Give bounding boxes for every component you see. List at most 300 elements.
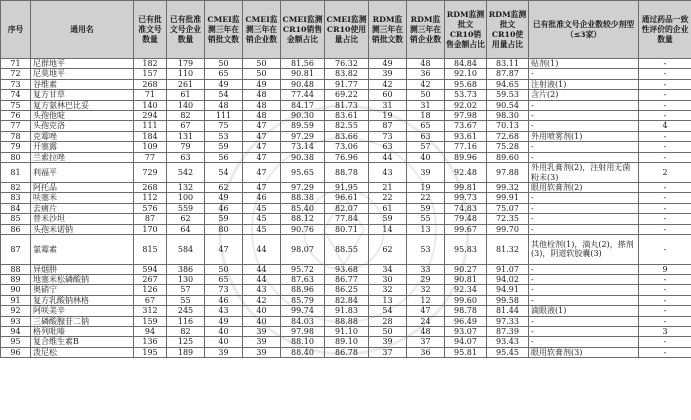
table-cell: 19: [407, 183, 445, 193]
table-cell: -: [639, 131, 691, 141]
table-cell: 91: [1, 295, 31, 305]
table-cell: 43: [243, 285, 281, 295]
table-cell: 39: [243, 347, 281, 357]
table-row: [1, 163, 691, 183]
table-cell: 28: [369, 316, 407, 326]
table-cell: 63: [167, 152, 205, 162]
table-cell: 39: [369, 69, 407, 79]
table-cell: 125: [167, 337, 205, 347]
table-row: [1, 235, 691, 265]
table-cell: 31: [369, 100, 407, 110]
table-cell: 99.70: [487, 224, 529, 234]
table-cell: 92.48: [445, 163, 487, 183]
table-cell: 尼群地平: [31, 59, 134, 69]
table-cell: 189: [167, 347, 205, 357]
table-cell: 2: [639, 163, 691, 183]
table-cell: 77: [134, 152, 167, 162]
table-cell: 地塞米松磷酸钠: [31, 275, 134, 285]
table-cell: 43: [205, 306, 243, 316]
table-cell: 93: [1, 316, 31, 326]
col-header-cmei-companies: CMEI监测三年在销企业数: [243, 1, 281, 59]
table-cell: 95.81: [445, 347, 487, 357]
table-cell: 88.40: [281, 347, 325, 357]
table-cell: 48: [243, 111, 281, 121]
table-cell: 87: [1, 235, 31, 265]
table-cell: 74: [1, 90, 31, 100]
table-cell: 91.10: [325, 327, 369, 337]
table-cell: 49: [205, 316, 243, 326]
table-cell: 542: [167, 163, 205, 183]
table-cell: 93.43: [487, 337, 529, 347]
table-cell: -: [639, 90, 691, 100]
col-header-consistency-companies: 通过药品一致性评价的企业数量: [639, 1, 691, 59]
table-cell: 89.96: [445, 152, 487, 162]
table-row: [1, 90, 691, 100]
table-cell: 136: [134, 337, 167, 347]
table-cell: 84: [1, 203, 31, 213]
table-cell: 76.32: [325, 59, 369, 69]
table-cell: 90: [1, 285, 31, 295]
table-cell: 130: [167, 275, 205, 285]
table-cell: 76: [1, 111, 31, 121]
table-cell: 3: [639, 327, 691, 337]
table-cell: 47: [205, 235, 243, 265]
table-cell: 73: [205, 285, 243, 295]
table-cell: 59: [205, 142, 243, 152]
table-cell: 92.34: [445, 285, 487, 295]
table-cell: 73.06: [325, 142, 369, 152]
table-cell: 110: [167, 69, 205, 79]
table-cell: 95.65: [281, 163, 325, 183]
table-cell: 94.65: [487, 79, 529, 89]
table-cell: 97.29: [281, 131, 325, 141]
table-cell: 46: [243, 193, 281, 203]
table-cell: 312: [134, 306, 167, 316]
table-cell: 729: [134, 163, 167, 183]
table-cell: 44: [243, 264, 281, 274]
table-cell: -: [639, 295, 691, 305]
table-cell: 57: [407, 142, 445, 152]
table-cell: 99.74: [281, 306, 325, 316]
table-cell: -: [639, 69, 691, 79]
table-cell: 48: [205, 100, 243, 110]
table-cell: 93.68: [325, 264, 369, 274]
table-cell: 42: [407, 79, 445, 89]
table-cell: 54: [369, 306, 407, 316]
table-cell: 111: [134, 121, 167, 131]
table-cell: 70.13: [487, 121, 529, 131]
table-cell: 179: [167, 59, 205, 69]
table-cell: 12: [407, 295, 445, 305]
table-cell: 37: [369, 347, 407, 357]
table-cell: 24: [407, 316, 445, 326]
table-cell: -: [529, 285, 639, 295]
table-cell: 84.03: [281, 316, 325, 326]
table-cell: 91.07: [487, 264, 529, 274]
table-cell: 82: [1, 183, 31, 193]
table-cell: -: [639, 152, 691, 162]
table-cell: -: [639, 100, 691, 110]
table-cell: 77.84: [325, 214, 369, 224]
table-cell: 91.83: [325, 306, 369, 316]
table-cell: 92: [1, 306, 31, 316]
table-cell: 9: [639, 264, 691, 274]
table-cell: 谷维素: [31, 79, 134, 89]
col-header-generic-name: 通用名: [31, 1, 134, 59]
table-cell: 65: [205, 69, 243, 79]
table-cell: 复合维生素B: [31, 337, 134, 347]
table-cell: 81.32: [487, 235, 529, 265]
table-cell: 31: [407, 100, 445, 110]
table-cell: 95.45: [487, 347, 529, 357]
table-cell: 阿托品: [31, 183, 134, 193]
table-cell: 98.07: [281, 235, 325, 265]
table-cell: 88.55: [325, 235, 369, 265]
table-cell: 96.61: [325, 193, 369, 203]
table-cell: -: [639, 316, 691, 326]
table-cell: 13: [407, 224, 445, 234]
table-cell: 99.67: [445, 224, 487, 234]
table-cell: 83: [1, 193, 31, 203]
table-cell: 99.60: [445, 295, 487, 305]
table-cell: 77.44: [281, 90, 325, 100]
table-cell: 80: [1, 152, 31, 162]
table-cell: 79.48: [445, 214, 487, 224]
table-cell: 头孢米诺钠: [31, 224, 134, 234]
table-cell: 34: [369, 264, 407, 274]
table-cell: 78: [1, 131, 31, 141]
table-cell: 97.98: [445, 111, 487, 121]
table-cell: -: [529, 121, 639, 131]
table-cell: -: [639, 111, 691, 121]
table-row: [1, 295, 691, 305]
table-cell: 88.78: [325, 163, 369, 183]
table-cell: 42: [243, 295, 281, 305]
table-cell: 90.30: [281, 111, 325, 121]
table-cell: 111: [205, 111, 243, 121]
table-cell: 72: [1, 69, 31, 79]
table-cell: 73: [1, 79, 31, 89]
table-cell: 82.55: [325, 121, 369, 131]
table-row: [1, 193, 691, 203]
table-cell: -: [529, 316, 639, 326]
table-cell: 30: [369, 275, 407, 285]
table-cell: 47: [243, 152, 281, 162]
table-cell: 87: [134, 214, 167, 224]
table-cell: 159: [134, 316, 167, 326]
table-cell: 外用喷雾剂(1): [529, 131, 639, 141]
table-cell: 56: [205, 152, 243, 162]
table-cell: 99.81: [445, 183, 487, 193]
table-cell: 77: [1, 121, 31, 131]
table-cell: 88: [1, 264, 31, 274]
table-cell: 87.87: [487, 69, 529, 79]
table-cell: 82: [167, 327, 205, 337]
table-cell: 40: [205, 327, 243, 337]
table-cell: 195: [134, 347, 167, 357]
table-cell: 82: [167, 111, 205, 121]
table-cell: 76.96: [325, 152, 369, 162]
col-header-cmei-sales-share: CMEI监测CR10销售金额占比: [281, 1, 325, 59]
table-cell: 85.40: [281, 203, 325, 213]
table-cell: 96.49: [445, 316, 487, 326]
table-row: [1, 306, 691, 316]
table-cell: 132: [167, 183, 205, 193]
table-cell: 62: [167, 214, 205, 224]
table-cell: 64: [167, 224, 205, 234]
table-cell: 94: [134, 327, 167, 337]
table-cell: 88.12: [281, 214, 325, 224]
table-row: [1, 327, 691, 337]
table-row: [1, 347, 691, 357]
table-cell: 50: [407, 90, 445, 100]
table-cell: 59: [205, 214, 243, 224]
table-cell: -: [639, 193, 691, 203]
table-cell: 滴眼液(1): [529, 306, 639, 316]
table-cell: 72.35: [487, 214, 529, 224]
table-cell: 75.28: [487, 142, 529, 152]
table-cell: 50: [205, 59, 243, 69]
table-cell: 99.32: [487, 183, 529, 193]
table-cell: 81.56: [281, 59, 325, 69]
table-row: [1, 131, 691, 141]
table-cell: 13: [369, 295, 407, 305]
table-cell: 94: [1, 327, 31, 337]
table-cell: -: [639, 79, 691, 89]
table-cell: 克霉唑: [31, 131, 134, 141]
table-cell: 63: [407, 131, 445, 141]
col-header-rdm-approvals: RDM监测三年在销批文数: [369, 1, 407, 59]
table-cell: 55: [407, 214, 445, 224]
col-header-rdm-sales-share: RDM监测批文CR10销售金额占比: [445, 1, 487, 59]
table-cell: 94.07: [445, 337, 487, 347]
table-cell: 86.78: [325, 347, 369, 357]
table-cell: 86: [1, 224, 31, 234]
table-cell: 45: [243, 203, 281, 213]
table-cell: 97.29: [281, 183, 325, 193]
table-cell: 18: [407, 111, 445, 121]
table-cell: -: [639, 275, 691, 285]
table-cell: 47: [243, 163, 281, 183]
table-row: [1, 79, 691, 89]
table-cell: 48: [243, 100, 281, 110]
table-cell: 45: [243, 224, 281, 234]
table-cell: 47: [243, 142, 281, 152]
table-cell: 87.39: [487, 327, 529, 337]
table-cell: 37: [407, 337, 445, 347]
table-cell: 85: [1, 214, 31, 224]
table-cell: -: [639, 235, 691, 265]
table-cell: -: [529, 295, 639, 305]
table-cell: 49: [205, 193, 243, 203]
table-cell: 格列吡嗪: [31, 327, 134, 337]
table-cell: 82.84: [325, 295, 369, 305]
table-cell: 73.14: [281, 142, 325, 152]
table-cell: 44: [243, 275, 281, 285]
table-cell: 复方乳酸钠林格: [31, 295, 134, 305]
table-cell: 84.84: [445, 59, 487, 69]
table-cell: 268: [134, 79, 167, 89]
table-cell: 眼用软膏剂(2): [529, 183, 639, 193]
table-cell: 97.98: [281, 327, 325, 337]
table-cell: 62: [205, 183, 243, 193]
table-cell: 62: [369, 235, 407, 265]
col-header-rdm-usage-share: RDM监测批文CR10使用量占比: [487, 1, 529, 59]
table-cell: 63: [369, 142, 407, 152]
table-cell: 49: [369, 59, 407, 69]
table-cell: 268: [134, 183, 167, 193]
table-cell: 异烟肼: [31, 264, 134, 274]
table-cell: 阿咲美辛: [31, 306, 134, 316]
table-cell: 48: [407, 327, 445, 337]
table-cell: 外用乳膏剂(2)，注射用无菌粉末(3): [529, 163, 639, 183]
col-header-approvals: 已有批准文号数量: [134, 1, 167, 59]
table-cell: 97.33: [487, 316, 529, 326]
table-cell: 95.83: [445, 235, 487, 265]
table-cell: 116: [167, 316, 205, 326]
table-cell: 59.53: [487, 90, 529, 100]
table-row: [1, 224, 691, 234]
table-row: [1, 214, 691, 224]
table-cell: 39: [369, 337, 407, 347]
table-cell: -: [639, 224, 691, 234]
table-cell: 93.07: [445, 327, 487, 337]
table-cell: 眼用软膏剂(3): [529, 347, 639, 357]
table-cell: 46: [205, 295, 243, 305]
table-cell: 90.81: [281, 69, 325, 79]
table-cell: 4: [639, 121, 691, 131]
table-cell: 36: [407, 347, 445, 357]
table-cell: 88.38: [281, 193, 325, 203]
col-header-cmei-approvals: CMEI监测三年在销批文数: [205, 1, 243, 59]
table-cell: -: [639, 306, 691, 316]
table-cell: 90.38: [281, 152, 325, 162]
table-cell: 79: [167, 142, 205, 152]
table-cell: 184: [134, 131, 167, 141]
table-cell: 59: [369, 214, 407, 224]
table-cell: -: [529, 152, 639, 162]
table-cell: 54: [205, 90, 243, 100]
table-cell: 85.79: [281, 295, 325, 305]
table-cell: 替米沙坦: [31, 214, 134, 224]
table-cell: 97.88: [487, 163, 529, 183]
table-cell: 157: [134, 69, 167, 79]
col-header-rare-dosage-forms: 已有批准文号企业数较少剂型（≤3家）: [529, 1, 639, 59]
table-cell: 22: [407, 193, 445, 203]
table-cell: 39: [243, 337, 281, 347]
table-row: [1, 183, 691, 193]
table-cell: -: [639, 183, 691, 193]
table-cell: 90.76: [281, 224, 325, 234]
table-cell: 74.83: [445, 203, 487, 213]
table-cell: 91.77: [325, 79, 369, 89]
table-cell: 67: [134, 295, 167, 305]
table-cell: 42: [369, 79, 407, 89]
table-cell: 95: [1, 337, 31, 347]
table-cell: 头孢他啶: [31, 111, 134, 121]
table-cell: 267: [134, 275, 167, 285]
table-cell: 53: [205, 131, 243, 141]
table-cell: -: [639, 142, 691, 152]
table-cell: 19: [369, 111, 407, 121]
table-cell: 79: [1, 142, 31, 152]
table-cell: 32: [369, 285, 407, 295]
table-cell: -: [639, 337, 691, 347]
table-cell: 贴剂(1): [529, 59, 639, 69]
table-cell: 49: [243, 79, 281, 89]
table-cell: 50: [243, 59, 281, 69]
table-cell: 89.60: [487, 152, 529, 162]
table-cell: 90.48: [281, 79, 325, 89]
table-cell: 44: [369, 152, 407, 162]
table-cell: 65: [407, 121, 445, 131]
table-cell: 65: [205, 275, 243, 285]
table-cell: 170: [134, 224, 167, 234]
table-cell: 94.91: [487, 285, 529, 295]
table-cell: 594: [134, 264, 167, 274]
table-cell: -: [639, 347, 691, 357]
table-cell: 39: [407, 163, 445, 183]
table-header-row: [1, 1, 691, 59]
table-cell: 82.07: [325, 203, 369, 213]
table-row: [1, 69, 691, 79]
table-cell: 80: [205, 224, 243, 234]
table-cell: -: [529, 337, 639, 347]
table-cell: 90.81: [445, 275, 487, 285]
table-cell: 92.02: [445, 100, 487, 110]
table-cell: 57: [167, 285, 205, 295]
table-cell: 131: [167, 131, 205, 141]
table-cell: 75.07: [487, 203, 529, 213]
table-cell: 294: [134, 111, 167, 121]
table-cell: 72.68: [487, 131, 529, 141]
table-cell: 29: [407, 275, 445, 285]
col-header-rdm-companies: RDM监测三年在销企业数: [407, 1, 445, 59]
table-cell: 44: [243, 235, 281, 265]
table-cell: 22: [369, 193, 407, 203]
table-cell: -: [639, 214, 691, 224]
table-row: [1, 111, 691, 121]
table-cell: 81.73: [325, 100, 369, 110]
table-cell: 49: [205, 79, 243, 89]
table-cell: 100: [167, 193, 205, 203]
table-cell: -: [529, 224, 639, 234]
table-cell: 93.61: [445, 131, 487, 141]
table-cell: 45: [243, 214, 281, 224]
table-cell: 69.22: [325, 90, 369, 100]
table-cell: 83.61: [325, 111, 369, 121]
table-cell: 81.44: [487, 306, 529, 316]
table-cell: 126: [134, 285, 167, 295]
table-cell: 兰索拉唑: [31, 152, 134, 162]
table-cell: -: [529, 264, 639, 274]
table-cell: 87.63: [281, 275, 325, 285]
table-cell: 98.78: [445, 306, 487, 316]
table-cell: 40: [243, 306, 281, 316]
table-row: [1, 316, 691, 326]
table-cell: 呋塞米: [31, 193, 134, 203]
table-cell: 48: [407, 59, 445, 69]
table-cell: 尼莫地平: [31, 69, 134, 79]
table-cell: 576: [134, 203, 167, 213]
table-cell: 88.10: [281, 337, 325, 347]
table-cell: 71: [1, 59, 31, 69]
table-cell: 50: [243, 69, 281, 79]
table-cell: 112: [134, 193, 167, 203]
table-cell: 98.30: [487, 111, 529, 121]
table-cell: 77.16: [445, 142, 487, 152]
table-cell: 59: [407, 203, 445, 213]
